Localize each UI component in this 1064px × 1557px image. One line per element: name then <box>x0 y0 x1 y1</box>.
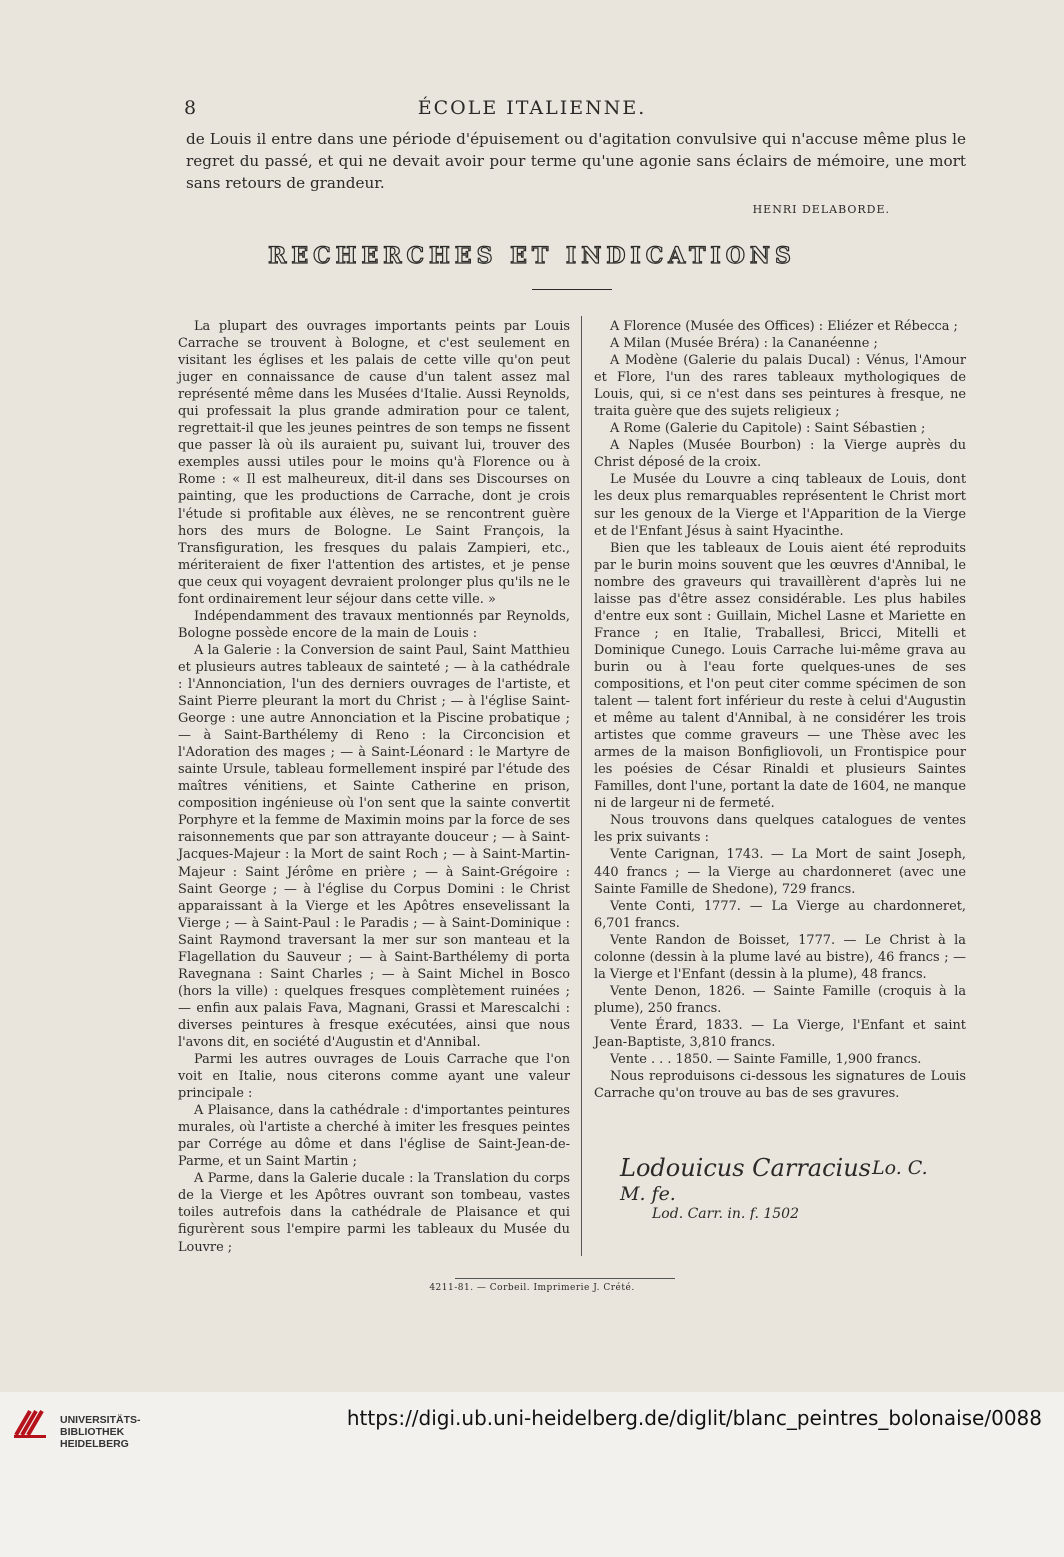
running-title: ÉCOLE ITALIENNE. <box>417 97 647 119</box>
paragraph: Vente Denon, 1826. — Sainte Famille (croquis à la plume), 250 francs. <box>594 983 966 1016</box>
paragraph: Vente . . . 1850. — Sainte Famille, 1,900 francs. <box>610 1052 922 1068</box>
paragraph: Vente Randon de Boisset, 1777. — Le Christ à la colonne (dessin à la plume lavé au bistre), 46 francs ; — la Vierge et l'Enfant (dessin à la plume), 48 francs. <box>594 932 966 982</box>
library-name-line: BIBLIOTHEK <box>60 1426 125 1438</box>
paragraph: Vente Conti, 1777. — La Vierge au chardonneret, 6,701 francs. <box>594 898 966 931</box>
signature-line2: M. fe. <box>620 1183 676 1205</box>
paragraph: Nous trouvons dans quelques catalogues de ventes les prix suivants : <box>594 813 966 846</box>
paragraph: A Rome (Galerie du Capitole) : Saint Sébastien ; <box>610 421 926 437</box>
paragraph: A Parme, dans la Galerie ducale : la Translation du corps de la Vierge et les Apôtres ouvrant son tombeau, vastes toiles autrefois dans la cathédrale de Plaisance et qui figurèrent sous l'empire parmi les tableaux du Musée du Louvre ; <box>178 1171 570 1255</box>
library-name <box>60 1414 141 1450</box>
printer-colophon: 4211-81. — Corbeil. Imprimerie J. Crété. <box>429 1283 635 1293</box>
engraving-signatures <box>612 1150 952 1220</box>
paragraph: A Naples (Musée Bourbon) : la Vierge auprès du Christ déposé de la croix. <box>594 438 966 471</box>
paragraph: Bien que les tableaux de Louis aient été reproduits par le burin moins souvent que les œuvres d'Annibal, le nombre des graveurs qui travaillèrent d'après lui ne laisse pas d'être assez considérable. Les plus habiles d'entre eux sont : Guillain, Michel Lasne et Mariette en France ; en Italie, Traballesi, Bricci, Mitelli et Dominique Cunego. Louis Carrache lui-même grava au burin ou à l'eau forte quelques-unes de ses compositions, et l'on peut citer comme spécimen de son talent — talent fort inférieur du reste à celui d'Augustin et même au talent d'Annibal, à ne considérer les trois artistes que comme graveurs — une Thèse avec les armes de la maison Bonfigliovoli, un Frontispice pour les poésies de César Rinaldi et plusieurs Saintes Familles, dont l'une, portant la date de 1604, ne manque ni de largeur ni de fermeté. <box>594 540 966 812</box>
library-name-line: HEIDELBERG <box>60 1438 129 1450</box>
signature-line1-right: Lo. C. <box>872 1157 928 1179</box>
colophon-rule <box>455 1278 675 1279</box>
paragraph: Vente Érard, 1833. — La Vierge, l'Enfant et saint Jean-Baptiste, 3,810 francs. <box>594 1017 966 1050</box>
paragraph: A la Galerie : la Conversion de saint Paul, Saint Matthieu et plusieurs autres tableaux de sainteté ; — à la cathédrale : l'Annonciation, l'un des derniers ouvrages de l'artiste, et Saint Pierre pleurant la mort du Christ ; — à l'église Saint-George : une autre Annonciation et la Piscine probatique ; — à Saint-Barthélemy di Reno : la Circoncision et l'Adoration des mages ; — à Saint-Léonard : le Martyre de sainte Ursule, tableau formellement inspiré par l'étude des maîtres vénitiens, et Sainte Catherine en prison, composition ingénieuse où l'on sent que la sainte convertit Porphyre et la femme de Maximin moins par la force de ses raisonnements que par son attrayante douceur ; — à Saint-Jacques-Majeur : la Mort de saint Roch ; — à Saint-Martin-Majeur : Saint Jérôme en prière ; — à Saint-Grégoire : Saint George ; — à l'église du Corpus Domini : le Christ apparaissant à la Vierge et les Apôtres ensevelissant la Vierge ; — à Saint-Paul : le Paradis ; — à Saint-Dominique : Saint Raymond traversant la mer sur son manteau et la Flagellation du Sauveur ; — à Saint-Barthélemy di porta Ravegnana : Saint Charles ; — à Saint Michel in Bosco (hors la ville) : quelques fresques complètement ruinées ; — enfin aux palais Fava, Magnani, Grassi et Marescalchi : diverses peintures à fresque exécutées, ainsi que nous l'avons dit, en société d'Augustin et d'Annibal. <box>178 642 570 1050</box>
paragraph: Vente Carignan, 1743. — La Mort de saint Joseph, 440 francs ; — la Vierge au chardonneret (avec une Sainte Famille de Shedone), 729 francs. <box>594 847 966 897</box>
paragraph: La plupart des ouvrages importants peints par Louis Carrache se trouvent à Bologne, et c'est seulement en visitant les églises et les palais de cette ville qu'on peut juger en connaissance de cause d'un talent assez mal représenté même dans les Musées d'Italie. Aussi Reynolds, qui professait la plus grande admiration pour ce talent, regrettait-il que les jeunes peintres de son temps ne fissent que passer là où ils auraient pu, suivant lui, trouver des exemples aussi utiles pour le moins qu'à Florence ou à Rome : « Il est malheureux, dit-il dans ses Discourses on painting, que les productions de Carrache, dont je crois l'étude si profitable aux élèves, ne se rencontrent guère hors des murs de Bologne. Le Saint François, la Transfiguration, les fresques du palais Zampieri, etc., mériteraient de fixer l'attention des artistes, et je pense que ceux qui voyagent devraient prolonger plus qu'ils ne le font ordinairement leur séjour dans cette ville. » <box>178 319 570 607</box>
library-logo-icon[interactable] <box>12 1405 52 1445</box>
author-signature: HENRI DELABORDE. <box>752 203 890 216</box>
paragraph: A Milan (Musée Bréra) : la Cananéenne ; <box>610 336 878 352</box>
right-column <box>594 318 966 1102</box>
paragraph: A Plaisance, dans la cathédrale : d'importantes peintures murales, où l'artiste a cherché à imiter les fresques peintes par Corrége au dôme et dans l'église de Saint-Jean-de-Parme, et un Saint Martin ; <box>178 1103 570 1170</box>
section-title: RECHERCHES ET INDICATIONS <box>268 243 796 269</box>
paragraph: Le Musée du Louvre a cinq tableaux de Louis, dont les deux plus remarquables représentent le Christ mort sur les genoux de la Vierge et l'Apparition de la Vierge et de l'Enfant Jésus à saint Hyacinthe. <box>594 472 966 539</box>
paragraph: A Modène (Galerie du palais Ducal) : Vénus, l'Amour et Flore, l'un des rares tableaux mythologiques de Louis, qui, si ce n'est dans ses peintures à fresque, ne traita guère que des sujets religieux ; <box>594 353 966 420</box>
page-number: 8 <box>184 97 197 119</box>
signature-facsimile <box>612 1150 952 1220</box>
signature-line3: Lod. Carr. in. f. 1502 <box>652 1206 799 1220</box>
left-column <box>178 318 570 1256</box>
paragraph: A Florence (Musée des Offices) : Eliézer et Rébecca ; <box>610 319 958 334</box>
intro-paragraph: de Louis il entre dans une période d'épuisement ou d'agitation convulsive qui n'accuse même plus le regret du passé, et qui ne devait avoir pour terme qu'une agonie sans éclairs de mémoire, une mort sans retours de grandeur. <box>186 130 966 192</box>
permalink-url[interactable]: https://digi.ub.uni-heidelberg.de/diglit/blanc_peintres_bolonaise/0088 <box>346 1406 1042 1430</box>
title-rule <box>532 289 612 290</box>
library-name-line: UNIVERSITÄTS- <box>60 1414 141 1426</box>
paragraph: Nous reproduisons ci-dessous les signatures de Louis Carrache qu'on trouve au bas de ses gravures. <box>594 1069 966 1102</box>
signature-line1: Lodouicus Carracius <box>620 1154 871 1182</box>
paragraph: Indépendamment des travaux mentionnés par Reynolds, Bologne possède encore de la main de Louis : <box>178 608 570 641</box>
paragraph: Parmi les autres ouvrages de Louis Carrache que l'on voit en Italie, nous citerons comme ayant une valeur principale : <box>178 1052 570 1102</box>
column-divider <box>581 316 582 1256</box>
